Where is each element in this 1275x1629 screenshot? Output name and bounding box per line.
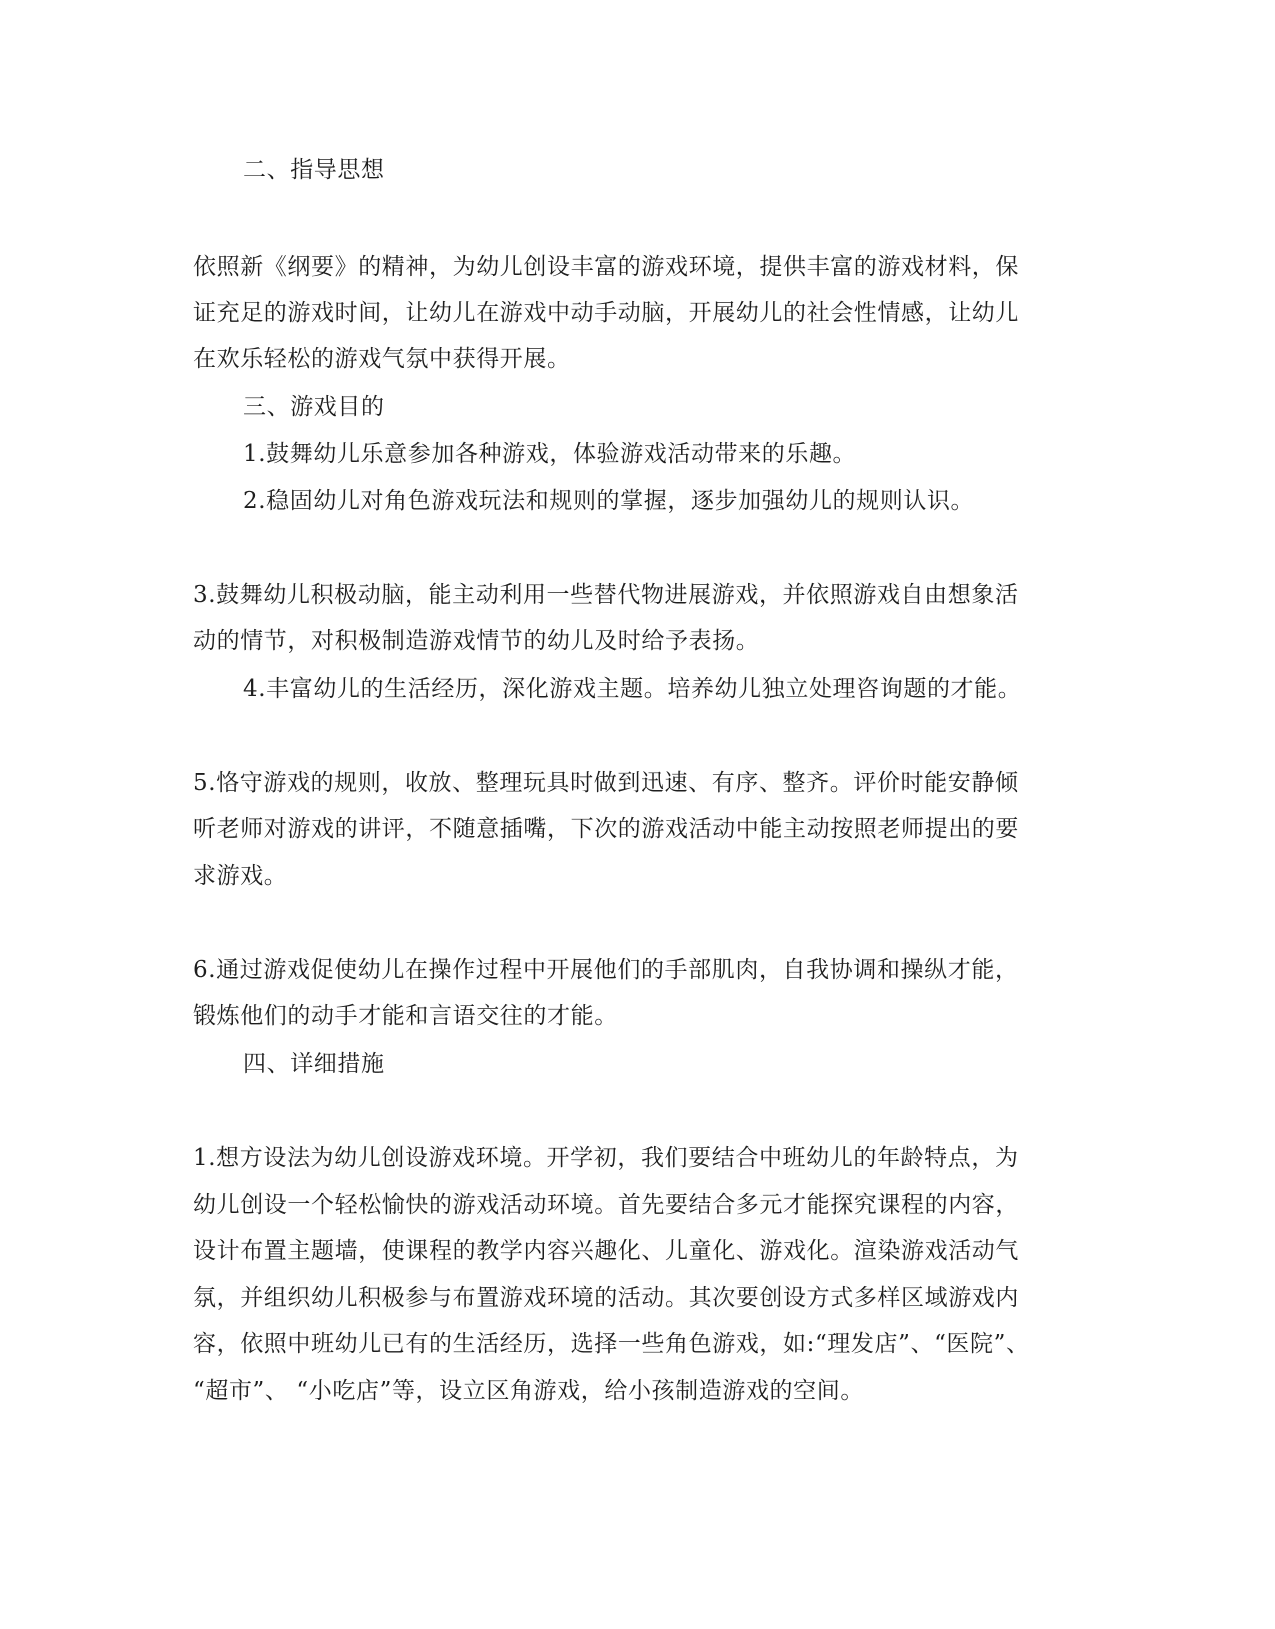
heading-detailed-measures: 四、详细措施 — [243, 1051, 385, 1077]
list-item-line: 幼儿创设一个轻松愉快的游戏活动环境。首先要结合多元才能探究课程的内容， — [193, 1192, 1019, 1218]
paragraph-line: 在欢乐轻松的游戏气氛中获得开展。 — [193, 346, 571, 372]
list-item-line: 5.恪守游戏的规则，收放、整理玩具时做到迅速、有序、整齐。评价时能安静倾 — [193, 770, 1019, 796]
paragraph-line: 依照新《纲要》的精神，为幼儿创设丰富的游戏环境，提供丰富的游戏材料，保 — [193, 254, 1019, 280]
list-item-line: 听老师对游戏的讲评，不随意插嘴，下次的游戏活动中能主动按照老师提出的要 — [193, 816, 1019, 842]
list-item-line: 1.想方设法为幼儿创设游戏环境。开学初，我们要结合中班幼儿的年龄特点，为 — [193, 1145, 1019, 1171]
paragraph-line: 证充足的游戏时间，让幼儿在游戏中动手动脑，开展幼儿的社会性情感，让幼儿 — [193, 300, 1019, 326]
list-item-line: 动的情节，对积极制造游戏情节的幼儿及时给予表扬。 — [193, 628, 760, 654]
list-item: 4.丰富幼儿的生活经历，深化游戏主题。培养幼儿独立处理咨询题的才能。 — [243, 676, 1022, 702]
list-item-line: 锻炼他们的动手才能和言语交往的才能。 — [193, 1003, 618, 1029]
list-item-line: 6.通过游戏促使幼儿在操作过程中开展他们的手部肌肉，自我协调和操纵才能， — [193, 957, 1019, 983]
heading-game-goals: 三、游戏目的 — [243, 394, 385, 420]
heading-guiding-thought: 二、指导思想 — [243, 157, 385, 183]
list-item-line: 容，依照中班幼儿已有的生活经历，选择一些角色游戏，如:“理发店”、“医院”、 — [193, 1331, 1030, 1357]
list-item-line: 求游戏。 — [193, 863, 288, 889]
list-item-line: “超市”、 “小吃店”等，设立区角游戏，给小孩制造游戏的空间。 — [193, 1378, 864, 1404]
list-item-line: 3.鼓舞幼儿积极动脑，能主动利用一些替代物进展游戏，并依照游戏自由想象活 — [193, 582, 1019, 608]
list-item: 2.稳固幼儿对角色游戏玩法和规则的掌握，逐步加强幼儿的规则认识。 — [243, 488, 975, 514]
list-item-line: 设计布置主题墙，使课程的教学内容兴趣化、儿童化、游戏化。渲染游戏活动气 — [193, 1238, 1019, 1264]
list-item: 1.鼓舞幼儿乐意参加各种游戏，体验游戏活动带来的乐趣。 — [243, 441, 857, 467]
list-item-line: 氛，并组织幼儿积极参与布置游戏环境的活动。其次要创设方式多样区域游戏内 — [193, 1285, 1019, 1311]
